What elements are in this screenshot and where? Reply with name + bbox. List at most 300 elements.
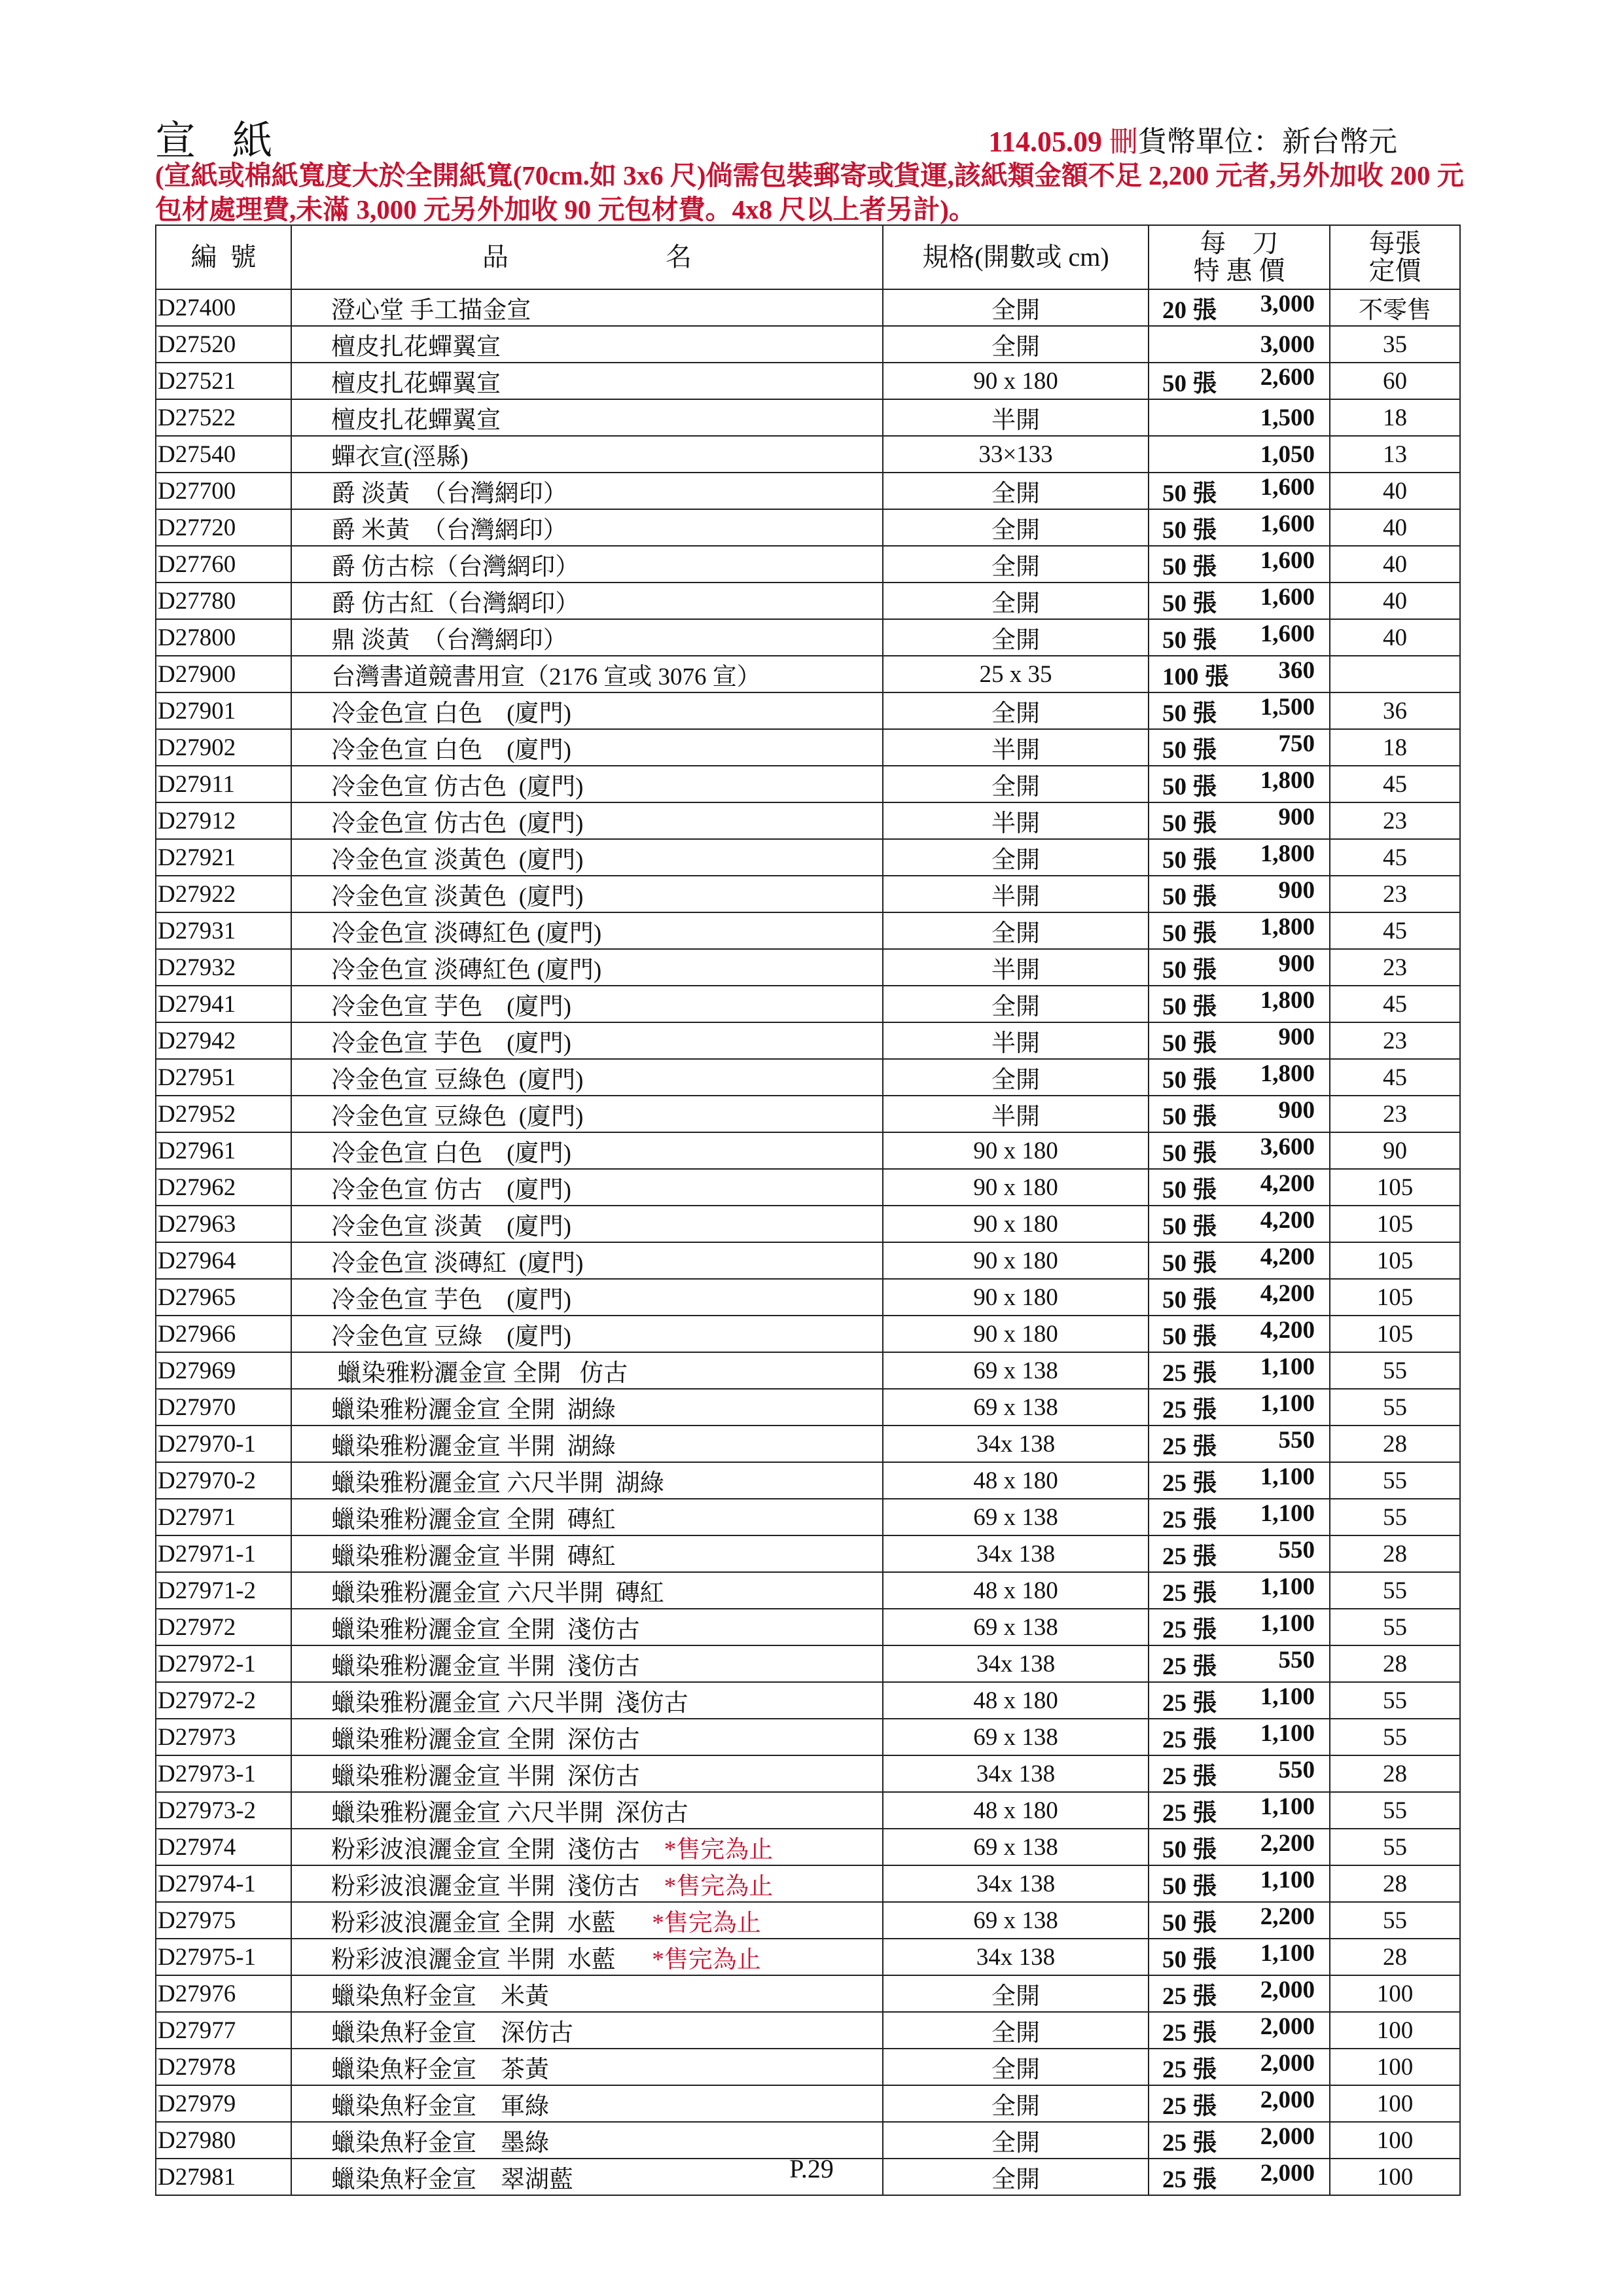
bundle-price: 900: [1278, 1024, 1315, 1050]
bundle-price: 1,100: [1260, 1573, 1315, 1600]
item-name: 檀皮扎花蟬翼宣: [331, 407, 501, 434]
bundle-quantity: 50 張: [1162, 810, 1217, 837]
bundle-price: 1,050: [1260, 440, 1315, 468]
bundle-quantity: 50 張: [1162, 1177, 1217, 1204]
item-spec: 全開: [883, 2159, 1149, 2195]
item-code: D27951: [156, 1059, 291, 1096]
bundle-quantity: 50 張: [1162, 480, 1217, 507]
bundle-price: 1,800: [1260, 767, 1315, 794]
item-spec: 90 x 180: [883, 1316, 1149, 1352]
bundle-quantity: 50 張: [1162, 1287, 1217, 1314]
table-row: [156, 766, 1460, 802]
item-name: 蠟染雅粉灑金宣 六尺半開 深仿古: [331, 1800, 688, 1827]
bundle-quantity: 25 張: [1162, 2020, 1217, 2047]
item-spec: 全開: [883, 546, 1149, 583]
item-name-cell: [291, 1499, 883, 1535]
bundle-price-cell: [1149, 1022, 1330, 1059]
bundle-quantity: 25 張: [1162, 1617, 1217, 1643]
bundle-price: 900: [1278, 877, 1315, 904]
table-row: [156, 2049, 1460, 2085]
item-name: 冷金色宣 淡磚紅色 (廈門): [331, 920, 602, 947]
bundle-quantity: 25 張: [1162, 1763, 1217, 1790]
item-spec: 69 x 138: [883, 1902, 1149, 1939]
table-row: [156, 1572, 1460, 1609]
item-name: 蠟染雅粉灑金宣 半開 淺仿古: [331, 1653, 640, 1680]
item-name-cell: [291, 692, 883, 729]
bundle-quantity: 25 張: [1162, 1470, 1217, 1497]
unit-price: 55: [1330, 1572, 1460, 1609]
bundle-quantity: 50 張: [1162, 1103, 1217, 1130]
bundle-price-cell: [1149, 583, 1330, 619]
item-name: 蠟染魚籽金宣 深仿古: [331, 2020, 573, 2047]
item-name: 爵 淡黃 （台灣網印）: [331, 480, 567, 507]
bundle-price: 550: [1278, 1427, 1315, 1454]
bundle-price: 4,200: [1260, 1280, 1315, 1307]
bundle-price-cell: [1149, 912, 1330, 949]
bundle-price-cell: [1149, 656, 1330, 692]
item-spec: 全開: [883, 619, 1149, 656]
bundle-quantity: 50 張: [1162, 1140, 1217, 1167]
table-row: [156, 1755, 1460, 1792]
bundle-quantity: 50 張: [1162, 554, 1217, 581]
table-row: [156, 1389, 1460, 1426]
bundle-price-cell: [1149, 1682, 1330, 1719]
item-name-cell: [291, 1755, 883, 1792]
item-name: 鼎 淡黃 （台灣網印）: [331, 627, 567, 654]
bundle-price-cell: [1149, 2085, 1330, 2122]
table-row: [156, 326, 1460, 363]
bundle-quantity: 25 張: [1162, 2056, 1217, 2083]
bundle-price-cell: [1149, 1902, 1330, 1939]
table-row: [156, 399, 1460, 436]
item-name: 蠟染魚籽金宣 翠湖藍: [331, 2166, 573, 2193]
table-row: [156, 949, 1460, 986]
item-spec: 全開: [883, 2122, 1149, 2159]
bundle-price: 550: [1278, 1757, 1315, 1784]
bundle-quantity: 25 張: [1162, 1580, 1217, 1607]
bundle-price-cell: [1149, 1572, 1330, 1609]
bundle-quantity: 50 張: [1162, 1873, 1217, 1900]
item-name-cell: [291, 399, 883, 436]
item-code: D27970-2: [156, 1462, 291, 1499]
bundle-quantity: 50 張: [1162, 1030, 1217, 1057]
unit-price: 55: [1330, 1682, 1460, 1719]
bundle-price-cell: [1149, 1829, 1330, 1865]
table-row: [156, 546, 1460, 583]
unit-price: 105: [1330, 1206, 1460, 1242]
item-name-cell: [291, 802, 883, 839]
bundle-price-cell: [1149, 363, 1330, 399]
bundle-price: 1,500: [1260, 404, 1315, 431]
item-code: D27700: [156, 473, 291, 509]
unit-price: 23: [1330, 802, 1460, 839]
item-name: 蠟染魚籽金宣 軍綠: [331, 2093, 549, 2120]
table-row: [156, 1316, 1460, 1352]
item-name-cell: [291, 1022, 883, 1059]
unit-price: 55: [1330, 1499, 1460, 1535]
item-code: D27973-2: [156, 1792, 291, 1829]
item-spec: 全開: [883, 289, 1149, 326]
table-row: [156, 473, 1460, 509]
unit-price: 23: [1330, 1096, 1460, 1132]
unit-price: 28: [1330, 1535, 1460, 1572]
table-row: [156, 1975, 1460, 2012]
bundle-price: 1,100: [1260, 1610, 1315, 1637]
item-code: D27977: [156, 2012, 291, 2049]
item-name-cell: [291, 1242, 883, 1279]
bundle-price: 1,600: [1260, 474, 1315, 501]
item-name: 冷金色宣 白色 (廈門): [331, 737, 571, 764]
item-name-cell: [291, 1279, 883, 1316]
item-name-cell: [291, 1316, 883, 1352]
bundle-price-cell: [1149, 1352, 1330, 1389]
unit-price: 40: [1330, 473, 1460, 509]
item-code: D27780: [156, 583, 291, 619]
item-name-cell: [291, 839, 883, 876]
item-name: 粉彩波浪灑金宣 半開 水藍: [331, 1946, 652, 1973]
bundle-quantity: 50 張: [1162, 847, 1217, 874]
table-row: [156, 1535, 1460, 1572]
item-name-cell: [291, 326, 883, 363]
bundle-price: 1,500: [1260, 694, 1315, 721]
unit-price: 13: [1330, 436, 1460, 473]
item-code: D27900: [156, 656, 291, 692]
unit-price: 40: [1330, 619, 1460, 656]
item-code: D27800: [156, 619, 291, 656]
bundle-price: 1,100: [1260, 1683, 1315, 1710]
item-name-cell: [291, 1939, 883, 1975]
bundle-quantity: 100 張: [1162, 664, 1229, 691]
table-body: [156, 289, 1460, 2195]
table-row: [156, 1096, 1460, 1132]
table-row: [156, 876, 1460, 912]
table-row: [156, 1169, 1460, 1206]
item-name-cell: [291, 1975, 883, 2012]
bundle-price: 2,000: [1260, 2050, 1315, 2077]
unit-price: 105: [1330, 1279, 1460, 1316]
bundle-price: 2,200: [1260, 1903, 1315, 1930]
item-name-cell: [291, 1426, 883, 1462]
bundle-price: 1,100: [1260, 1390, 1315, 1417]
unit-price: 40: [1330, 546, 1460, 583]
unit-price: 100: [1330, 2159, 1460, 2195]
item-spec: 69 x 138: [883, 1609, 1149, 1645]
unit-price: 28: [1330, 1939, 1460, 1975]
item-name-cell: [291, 583, 883, 619]
bundle-price-cell: [1149, 1096, 1330, 1132]
item-code: D27962: [156, 1169, 291, 1206]
item-code: D27760: [156, 546, 291, 583]
sold-out-note: *售完為止: [664, 1837, 774, 1863]
item-code: D27941: [156, 986, 291, 1022]
table-row: [156, 839, 1460, 876]
item-name-cell: [291, 766, 883, 802]
bundle-price-cell: [1149, 1059, 1330, 1096]
table-row: [156, 1426, 1460, 1462]
bundle-price-cell: [1149, 1462, 1330, 1499]
unit-price: 28: [1330, 1426, 1460, 1462]
unit-price: 55: [1330, 1719, 1460, 1755]
sold-out-note: *售完為止: [652, 1910, 761, 1937]
item-name: 冷金色宣 豆綠色 (廈門): [331, 1103, 584, 1130]
bundle-price: 2,000: [1260, 2160, 1315, 2187]
item-spec: 全開: [883, 766, 1149, 802]
bundle-quantity: 50 張: [1162, 920, 1217, 947]
item-name: 冷金色宣 仿古色 (廈門): [331, 774, 584, 800]
bundle-price-cell: [1149, 1865, 1330, 1902]
item-spec: 90 x 180: [883, 1169, 1149, 1206]
item-name: 蠟染雅粉灑金宣 半開 湖綠: [331, 1433, 616, 1460]
bundle-quantity: 50 張: [1162, 1323, 1217, 1350]
item-name-cell: [291, 1535, 883, 1572]
item-code: D27521: [156, 363, 291, 399]
item-code: D27974-1: [156, 1865, 291, 1902]
item-name-cell: [291, 1645, 883, 1682]
bundle-quantity: 50 張: [1162, 1250, 1217, 1277]
currency-unit: 貨幣單位：新台幣元: [1138, 126, 1397, 158]
bundle-quantity: 50 張: [1162, 957, 1217, 984]
item-name-cell: [291, 1719, 883, 1755]
table-row: [156, 1279, 1460, 1316]
item-name-cell: [291, 1059, 883, 1096]
table-row: [156, 692, 1460, 729]
unit-price: 100: [1330, 2085, 1460, 2122]
table-row: [156, 986, 1460, 1022]
item-code: D27921: [156, 839, 291, 876]
item-name-cell: [291, 1462, 883, 1499]
unit-price: 23: [1330, 876, 1460, 912]
bundle-price-cell: [1149, 692, 1330, 729]
bundle-price-cell: [1149, 1426, 1330, 1462]
bundle-price-cell: [1149, 802, 1330, 839]
item-spec: 全開: [883, 1975, 1149, 2012]
page-title: 宣 紙: [155, 119, 286, 164]
item-code: D27902: [156, 729, 291, 766]
unit-price: 45: [1330, 986, 1460, 1022]
item-spec: 全開: [883, 986, 1149, 1022]
unit-price: 100: [1330, 2049, 1460, 2085]
item-code: D27978: [156, 2049, 291, 2085]
item-code: D27976: [156, 1975, 291, 2012]
item-name: 冷金色宣 淡磚紅 (廈門): [331, 1250, 584, 1277]
bundle-price: 2,600: [1260, 364, 1315, 391]
bundle-price: 1,100: [1260, 1940, 1315, 1967]
item-spec: 25 x 35: [883, 656, 1149, 692]
table-row: [156, 2085, 1460, 2122]
unit-price: 40: [1330, 509, 1460, 546]
bundle-price-cell: [1149, 289, 1330, 326]
item-spec: 全開: [883, 912, 1149, 949]
table-row: [156, 1499, 1460, 1535]
bundle-quantity: 25 張: [1162, 1690, 1217, 1717]
bundle-price-cell: [1149, 876, 1330, 912]
item-spec: 48 x 180: [883, 1572, 1149, 1609]
sold-out-note: *售完為止: [652, 1946, 761, 1973]
bundle-price-cell: [1149, 546, 1330, 583]
bundle-price: 1,100: [1260, 1354, 1315, 1380]
item-spec: 全開: [883, 473, 1149, 509]
item-name-cell: [291, 1792, 883, 1829]
item-code: D27971-2: [156, 1572, 291, 1609]
bundle-price-cell: [1149, 1279, 1330, 1316]
item-name-cell: [291, 1829, 883, 1865]
item-code: D27540: [156, 436, 291, 473]
item-code: D27970: [156, 1389, 291, 1426]
bundle-quantity: 25 張: [1162, 1653, 1217, 1680]
bundle-price: 750: [1278, 730, 1315, 757]
bundle-price: 1,100: [1260, 1463, 1315, 1490]
unit-price: 100: [1330, 2122, 1460, 2159]
unit-price: 35: [1330, 326, 1460, 363]
item-name-cell: [291, 1389, 883, 1426]
item-spec: 48 x 180: [883, 1792, 1149, 1829]
bundle-price: 1,600: [1260, 584, 1315, 611]
item-spec: 半開: [883, 949, 1149, 986]
item-spec: 全開: [883, 1059, 1149, 1096]
unit-price: 45: [1330, 839, 1460, 876]
unit-price: 28: [1330, 1755, 1460, 1792]
item-spec: 34x 138: [883, 1865, 1149, 1902]
bundle-price: 900: [1278, 950, 1315, 977]
unit-price: 23: [1330, 1022, 1460, 1059]
item-name-cell: [291, 1609, 883, 1645]
item-code: D27973-1: [156, 1755, 291, 1792]
item-name-cell: [291, 1206, 883, 1242]
table-row: [156, 583, 1460, 619]
unit-price: 55: [1330, 1829, 1460, 1865]
bundle-price-cell: [1149, 1975, 1330, 2012]
bundle-quantity: 25 張: [1162, 1507, 1217, 1534]
table-row: [156, 1865, 1460, 1902]
bundle-price: 2,000: [1260, 1977, 1315, 2003]
unit-price: 105: [1330, 1316, 1460, 1352]
item-name: 蠟染雅粉灑金宣 六尺半開 磚紅: [331, 1580, 664, 1607]
item-spec: 90 x 180: [883, 1206, 1149, 1242]
unit-price: 55: [1330, 1462, 1460, 1499]
bundle-price-cell: [1149, 1316, 1330, 1352]
item-code: D27942: [156, 1022, 291, 1059]
item-name: 蠟染雅粉灑金宣 半開 深仿古: [331, 1763, 640, 1790]
item-name: 蠟染雅粉灑金宣 六尺半開 湖綠: [331, 1470, 664, 1497]
bundle-price-cell: [1149, 839, 1330, 876]
item-name-cell: [291, 876, 883, 912]
item-spec: 34x 138: [883, 1535, 1149, 1572]
unit-price: 105: [1330, 1242, 1460, 1279]
unit-price: 18: [1330, 729, 1460, 766]
bundle-price: 2,000: [1260, 2087, 1315, 2113]
table-row: [156, 1682, 1460, 1719]
item-name-cell: [291, 1132, 883, 1169]
item-code: D27912: [156, 802, 291, 839]
table-row: [156, 1242, 1460, 1279]
unit-price: 55: [1330, 1902, 1460, 1939]
item-code: D27972-1: [156, 1645, 291, 1682]
item-spec: 69 x 138: [883, 1499, 1149, 1535]
unit-price: 40: [1330, 583, 1460, 619]
item-code: D27981: [156, 2159, 291, 2195]
item-name: 蠟染雅粉灑金宣 全開 淺仿古: [331, 1617, 640, 1643]
item-spec: 90 x 180: [883, 1279, 1149, 1316]
item-name: 冷金色宣 淡磚紅色 (廈門): [331, 957, 602, 984]
bundle-price-cell: [1149, 1499, 1330, 1535]
bundle-price-cell: [1149, 2012, 1330, 2049]
item-name-cell: [291, 289, 883, 326]
item-name-cell: [291, 2012, 883, 2049]
item-name: 冷金色宣 淡黃色 (廈門): [331, 847, 584, 874]
item-name: 蠟染魚籽金宣 茶黃: [331, 2056, 549, 2083]
bundle-price-cell: [1149, 1645, 1330, 1682]
item-code: D27980: [156, 2122, 291, 2159]
unit-price: 28: [1330, 1645, 1460, 1682]
table-row: [156, 912, 1460, 949]
bundle-price-cell: [1149, 436, 1330, 473]
bundle-price-cell: [1149, 2049, 1330, 2085]
item-spec: 90 x 180: [883, 1132, 1149, 1169]
item-name-cell: [291, 912, 883, 949]
item-code: D27963: [156, 1206, 291, 1242]
item-spec: 69 x 138: [883, 1829, 1149, 1865]
item-spec: 全開: [883, 2012, 1149, 2049]
item-code: D27522: [156, 399, 291, 436]
bundle-price: 2,200: [1260, 1830, 1315, 1857]
item-spec: 半開: [883, 802, 1149, 839]
item-name-cell: [291, 2085, 883, 2122]
header-name: 品 名: [291, 225, 883, 289]
bundle-price-cell: [1149, 1755, 1330, 1792]
bundle-quantity: 20 張: [1162, 297, 1217, 324]
unit-price: 23: [1330, 949, 1460, 986]
bundle-price: 550: [1278, 1537, 1315, 1564]
table-row: [156, 1645, 1460, 1682]
item-name: 爵 仿古棕（台灣網印）: [331, 554, 580, 581]
bundle-price: 4,200: [1260, 1244, 1315, 1270]
bundle-price-cell: [1149, 473, 1330, 509]
item-name-cell: [291, 1682, 883, 1719]
item-code: D27931: [156, 912, 291, 949]
table-row: [156, 1829, 1460, 1865]
table-row: [156, 1462, 1460, 1499]
bundle-quantity: 50 張: [1162, 627, 1217, 654]
unit-price: 55: [1330, 1609, 1460, 1645]
bundle-quantity: 25 張: [1162, 1800, 1217, 1827]
table-row: [156, 1022, 1460, 1059]
item-code: D27975-1: [156, 1939, 291, 1975]
item-spec: 半開: [883, 1096, 1149, 1132]
bundle-price-cell: [1149, 326, 1330, 363]
item-name: 蠟染魚籽金宣 墨綠: [331, 2130, 549, 2157]
table-header-row: [156, 225, 1460, 289]
bundle-quantity: 50 張: [1162, 1213, 1217, 1240]
bundle-quantity: 50 張: [1162, 370, 1217, 397]
bundle-price: 3,000: [1260, 331, 1315, 358]
bundle-quantity: 50 張: [1162, 1910, 1217, 1937]
bundle-price: 1,800: [1260, 987, 1315, 1014]
item-name: 冷金色宣 白色 (廈門): [331, 1140, 571, 1167]
item-code: D27901: [156, 692, 291, 729]
bundle-quantity: 50 張: [1162, 1837, 1217, 1863]
bundle-price: 360: [1278, 657, 1315, 684]
unit-price: [1330, 656, 1460, 692]
bundle-price: 4,200: [1260, 1207, 1315, 1234]
bundle-price-cell: [1149, 949, 1330, 986]
item-code: D27964: [156, 1242, 291, 1279]
bundle-quantity: 25 張: [1162, 1433, 1217, 1460]
item-spec: 半開: [883, 876, 1149, 912]
unit-price: 36: [1330, 692, 1460, 729]
item-code: D27972-2: [156, 1682, 291, 1719]
bundle-quantity: 50 張: [1162, 884, 1217, 910]
item-code: D27922: [156, 876, 291, 912]
